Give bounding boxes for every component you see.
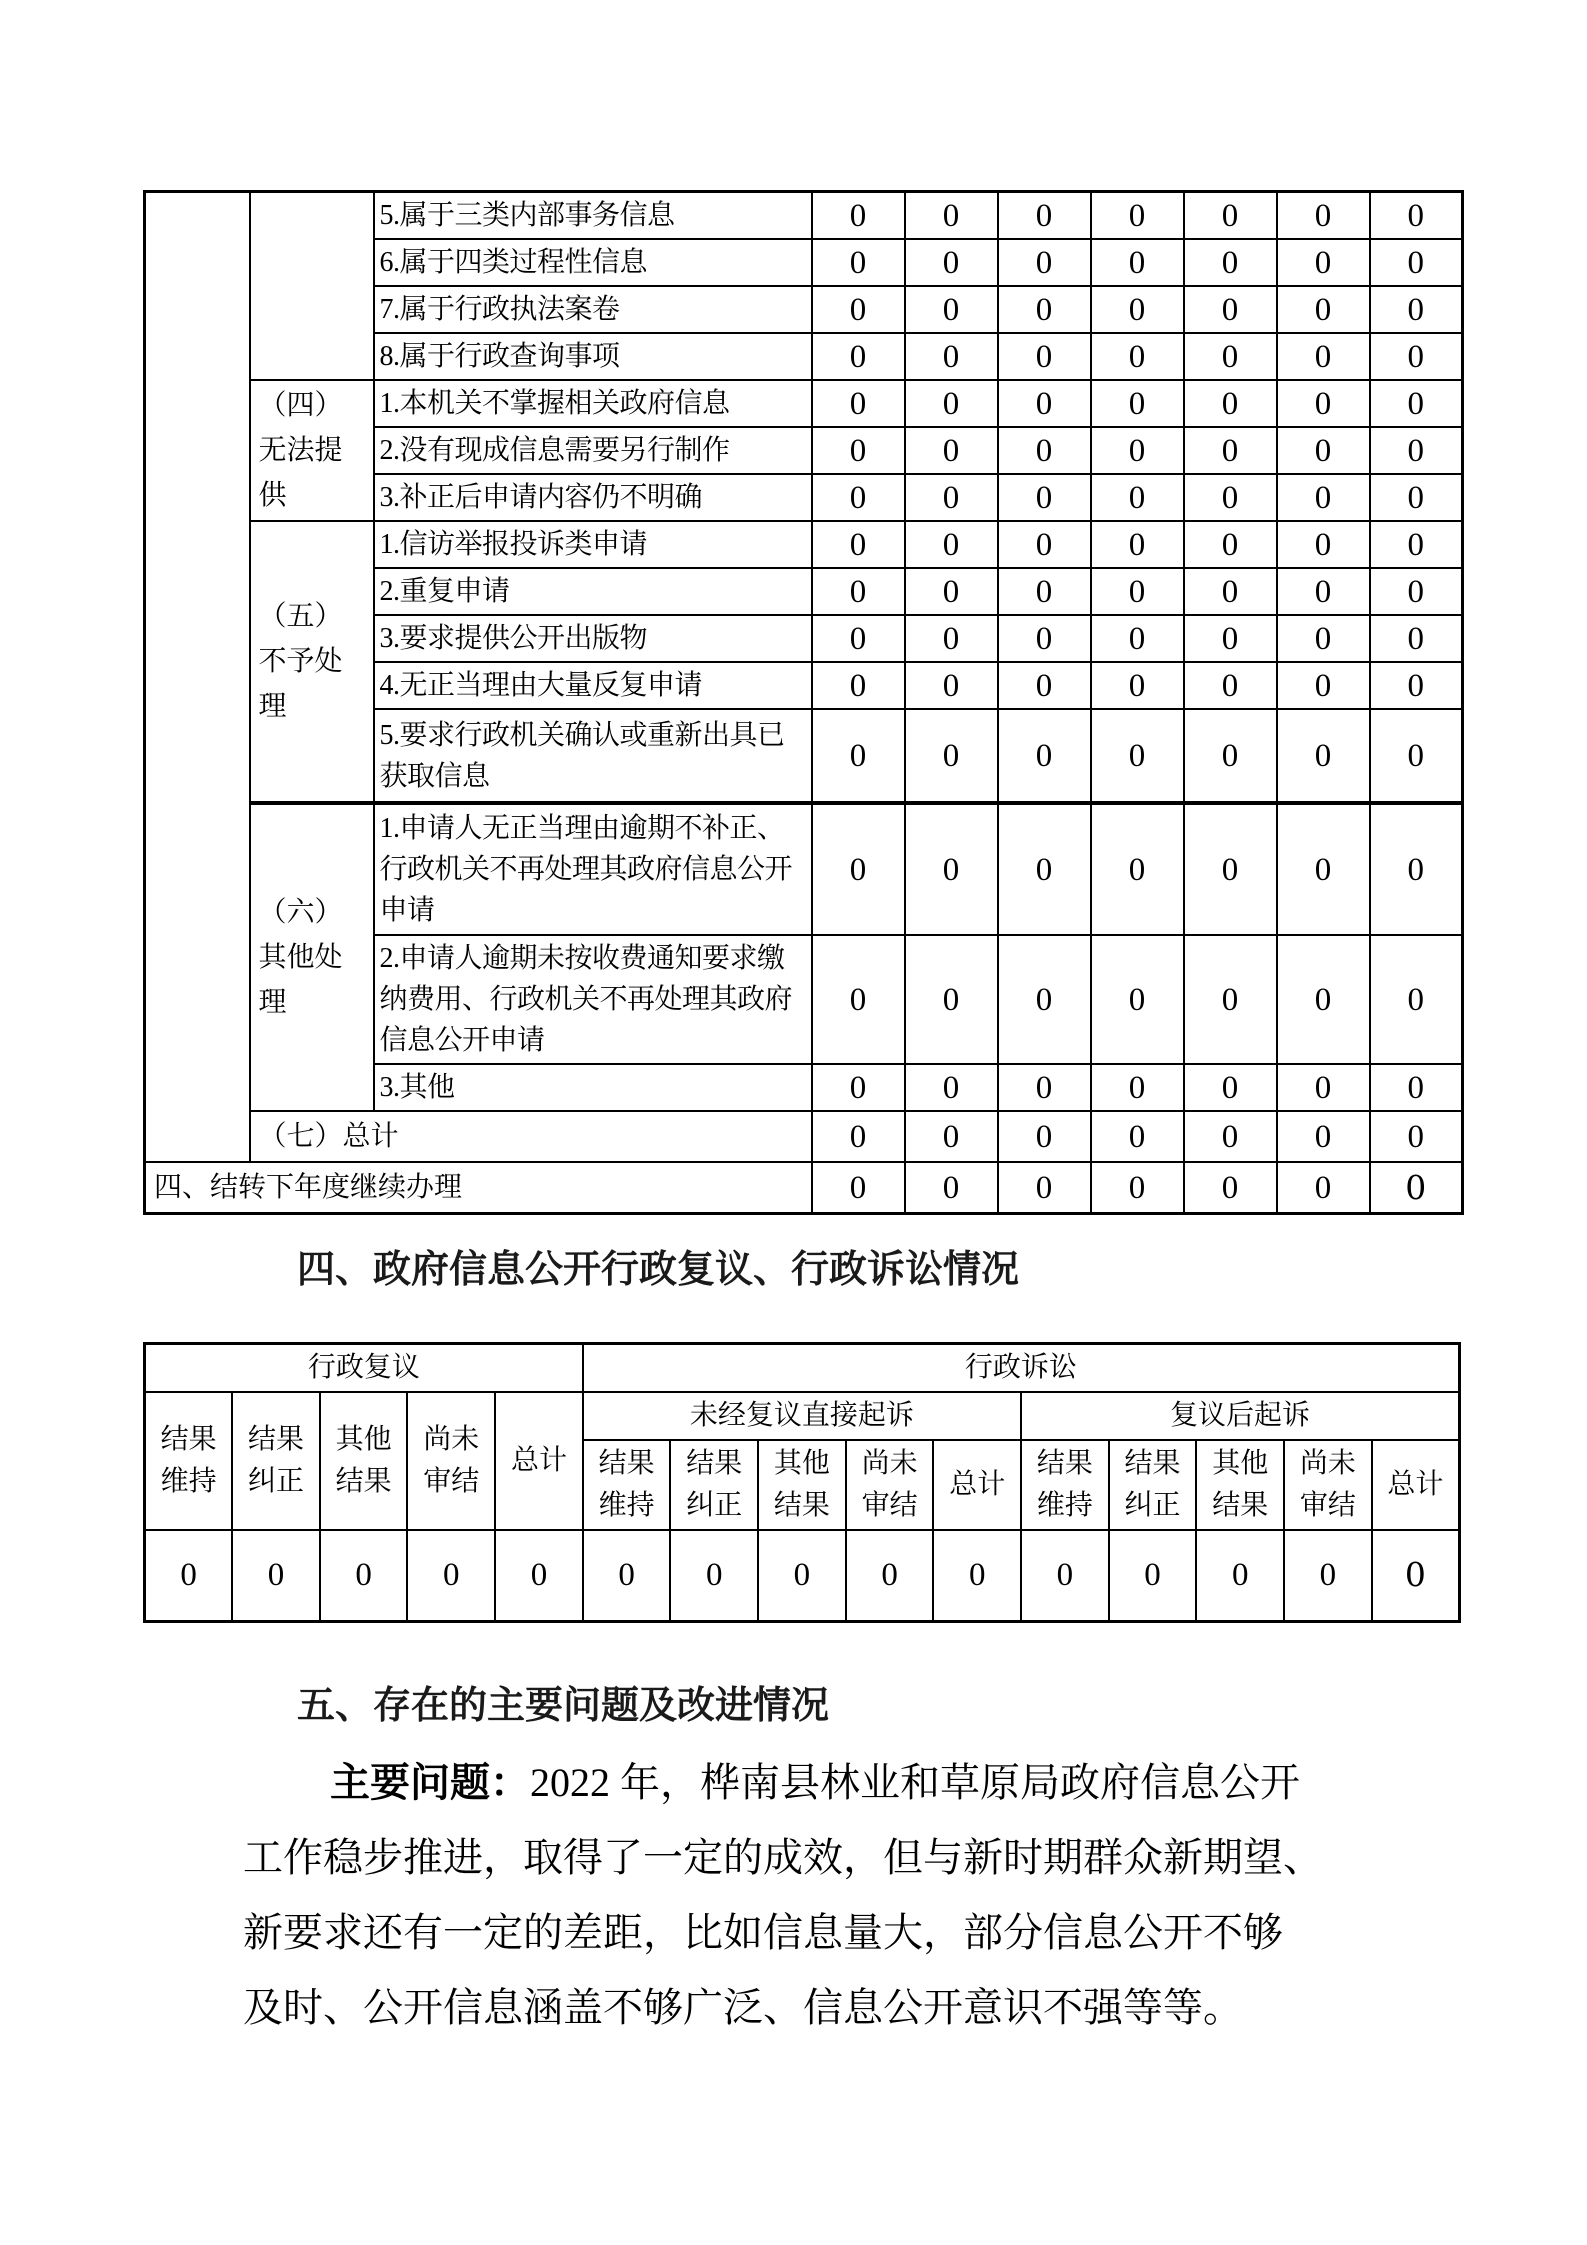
zero-value-cell: 0: [905, 662, 998, 709]
zero-value-cell: 0: [1184, 192, 1277, 240]
zero-value-cell: 0: [846, 1530, 934, 1621]
table-row: [145, 1344, 1460, 1393]
zero-value-cell: 0: [905, 709, 998, 803]
zero-value-cell: 0: [1370, 192, 1463, 240]
row-item-cell: 3.要求提供公开出版物: [374, 615, 812, 662]
zero-value-cell: 0: [758, 1530, 846, 1621]
paragraph-lead: 主要问题：: [330, 1760, 530, 1805]
zero-value-cell: 0: [1091, 803, 1184, 935]
zero-value-cell: 0: [1184, 380, 1277, 427]
litigation-col-header: 结果纠正: [670, 1440, 758, 1530]
zero-value-cell: 0: [1370, 1111, 1463, 1162]
zero-value-cell: 0: [812, 615, 905, 662]
total-label-cell: （七）总计: [250, 1111, 812, 1162]
table-row: [145, 521, 1463, 568]
zero-value-cell: 0: [1184, 239, 1277, 286]
litigation-col-header: 尚未审结: [1284, 1440, 1372, 1530]
zero-value-cell: 0: [905, 1064, 998, 1111]
values-row: [145, 1530, 1460, 1621]
zero-value-cell: 0: [1277, 474, 1370, 521]
zero-value-cell: 0: [905, 803, 998, 935]
row-item-cell: 4.无正当理由大量反复申请: [374, 662, 812, 709]
row-item-cell: 1.本机关不掌握相关政府信息: [374, 380, 812, 427]
zero-value-cell: 0: [905, 380, 998, 427]
zero-value-cell: 0: [998, 662, 1091, 709]
zero-value-cell: 0: [905, 568, 998, 615]
row-item-cell: 3.补正后申请内容仍不明确: [374, 474, 812, 521]
zero-value-cell: 0: [905, 239, 998, 286]
paragraph-text: 2022 年，桦南县林业和草原局政府信息公开: [530, 1760, 1300, 1805]
zero-value-cell: 0: [495, 1530, 583, 1621]
zero-value-cell: 0: [1091, 239, 1184, 286]
row-item-cell: 1.信访举报投诉类申请: [374, 521, 812, 568]
litigation-title-cell: 行政诉讼: [583, 1344, 1460, 1393]
zero-value-cell: 0: [812, 380, 905, 427]
zero-value-cell: 0: [1370, 615, 1463, 662]
zero-value-cell: 0: [998, 192, 1091, 240]
zero-value-cell: 0: [1091, 521, 1184, 568]
zero-value-cell: 0: [1184, 1162, 1277, 1214]
total-row: [145, 1111, 1463, 1162]
zero-value-cell: 0: [812, 474, 905, 521]
row-item-cell: 2.重复申请: [374, 568, 812, 615]
zero-value-cell: 0: [1091, 1111, 1184, 1162]
zero-value-cell: 0: [1370, 474, 1463, 521]
zero-value-cell: 0: [905, 615, 998, 662]
zero-value-cell: 0: [1277, 239, 1370, 286]
zero-value-cell: 0: [320, 1530, 408, 1621]
litigation-col-header: 尚未审结: [846, 1440, 934, 1530]
zero-value-cell: 0: [1277, 521, 1370, 568]
zero-value-cell: 0: [1091, 568, 1184, 615]
zero-value-cell: 0: [1277, 662, 1370, 709]
table-row: [145, 1392, 1460, 1440]
zero-value-cell: 0: [812, 1064, 905, 1111]
row-item-cell: 1.申请人无正当理由逾期不补正、行政机关不再处理其政府信息公开申请: [374, 803, 812, 935]
zero-value-cell: 0: [998, 568, 1091, 615]
review-col-header: 结果维持: [145, 1392, 233, 1530]
zero-value-cell: 0: [1184, 1064, 1277, 1111]
row-item-cell: 6.属于四类过程性信息: [374, 239, 812, 286]
litigation-col-header: 结果维持: [1021, 1440, 1109, 1530]
zero-value-cell: 0: [905, 474, 998, 521]
section4-heading: 四、政府信息公开行政复议、行政诉讼情况: [297, 1249, 1020, 1291]
zero-value-cell: 0: [998, 709, 1091, 803]
zero-value-cell: 0: [998, 935, 1091, 1064]
zero-value-cell: 0: [1277, 286, 1370, 333]
zero-value-cell: 0: [145, 1530, 233, 1621]
zero-value-cell: 0: [1277, 333, 1370, 380]
zero-value-cell: 0: [1091, 427, 1184, 474]
zero-value-cell: 0: [905, 286, 998, 333]
zero-value-cell: 0: [1370, 1162, 1463, 1214]
zero-value-cell: 0: [1284, 1530, 1372, 1621]
zero-value-cell: 0: [998, 1064, 1091, 1111]
zero-value-cell: 0: [1184, 709, 1277, 803]
review-litigation-table-body: [145, 1344, 1460, 1622]
zero-value-cell: 0: [1184, 474, 1277, 521]
zero-value-cell: 0: [1370, 803, 1463, 935]
zero-value-cell: 0: [998, 239, 1091, 286]
zero-value-cell: 0: [998, 380, 1091, 427]
zero-value-cell: 0: [583, 1530, 671, 1621]
zero-value-cell: 0: [1370, 568, 1463, 615]
row-item-cell: 5.要求行政机关确认或重新出具已获取信息: [374, 709, 812, 803]
litigation-col-header: 结果纠正: [1109, 1440, 1197, 1530]
zero-value-cell: 0: [812, 1111, 905, 1162]
zero-value-cell: 0: [407, 1530, 495, 1621]
continued-rowspan-cell: [145, 192, 250, 1163]
zero-value-cell: 0: [1091, 935, 1184, 1064]
zero-value-cell: 0: [812, 1162, 905, 1214]
zero-value-cell: 0: [1091, 1064, 1184, 1111]
review-col-header: 结果纠正: [232, 1392, 320, 1530]
litigation-sub2-cell: 复议后起诉: [1021, 1392, 1459, 1440]
review-col-header: 尚未审结: [407, 1392, 495, 1530]
zero-value-cell: 0: [1184, 568, 1277, 615]
zero-value-cell: 0: [998, 286, 1091, 333]
zero-value-cell: 0: [1091, 474, 1184, 521]
zero-value-cell: 0: [1370, 239, 1463, 286]
zero-value-cell: 0: [1109, 1530, 1197, 1621]
zero-value-cell: 0: [905, 935, 998, 1064]
review-col-header: 总计: [495, 1392, 583, 1530]
zero-value-cell: 0: [905, 1162, 998, 1214]
applications-table-body: [145, 192, 1463, 1214]
table-row: [145, 192, 1463, 240]
zero-value-cell: 0: [998, 521, 1091, 568]
zero-value-cell: 0: [998, 1111, 1091, 1162]
zero-value-cell: 0: [1370, 333, 1463, 380]
litigation-col-header: 总计: [933, 1440, 1021, 1530]
zero-value-cell: 0: [1370, 427, 1463, 474]
zero-value-cell: 0: [232, 1530, 320, 1621]
paragraph-line: 工作稳步推进，取得了一定的成效，但与新时期群众新期望、: [243, 1835, 1323, 1880]
zero-value-cell: 0: [1370, 662, 1463, 709]
zero-value-cell: 0: [1370, 521, 1463, 568]
zero-value-cell: 0: [998, 333, 1091, 380]
zero-value-cell: 0: [1091, 286, 1184, 333]
zero-value-cell: 0: [1021, 1530, 1109, 1621]
carryover-row: [145, 1162, 1463, 1214]
zero-value-cell: 0: [1277, 709, 1370, 803]
group-label-cell: [250, 192, 374, 381]
paragraph-line: 及时、公开信息涵盖不够广泛、信息公开意识不强等等。: [243, 1985, 1243, 2030]
zero-value-cell: 0: [1196, 1530, 1284, 1621]
paragraph-line: 新要求还有一定的差距，比如信息量大，部分信息公开不够: [243, 1910, 1283, 1955]
zero-value-cell: 0: [1091, 333, 1184, 380]
zero-value-cell: 0: [812, 568, 905, 615]
zero-value-cell: 0: [812, 662, 905, 709]
review-title-cell: 行政复议: [145, 1344, 583, 1393]
row-item-cell: 8.属于行政查询事项: [374, 333, 812, 380]
zero-value-cell: 0: [933, 1530, 1021, 1621]
zero-value-cell: 0: [905, 521, 998, 568]
zero-value-cell: 0: [1184, 1111, 1277, 1162]
zero-value-cell: 0: [998, 474, 1091, 521]
zero-value-cell: 0: [1370, 935, 1463, 1064]
litigation-col-header: 总计: [1372, 1440, 1460, 1530]
group-label-cell: （五）不予处理: [250, 521, 374, 803]
zero-value-cell: 0: [998, 427, 1091, 474]
zero-value-cell: 0: [998, 803, 1091, 935]
zero-value-cell: 0: [998, 1162, 1091, 1214]
zero-value-cell: 0: [1184, 521, 1277, 568]
zero-value-cell: 0: [1091, 662, 1184, 709]
zero-value-cell: 0: [812, 239, 905, 286]
zero-value-cell: 0: [1184, 427, 1277, 474]
zero-value-cell: 0: [812, 935, 905, 1064]
row-item-cell: 2.没有现成信息需要另行制作: [374, 427, 812, 474]
applications-table: [143, 190, 1464, 1215]
row-item-cell: 5.属于三类内部事务信息: [374, 192, 812, 240]
paragraph-line: [243, 1745, 1346, 1820]
group-label-cell: （四）无法提供: [250, 380, 374, 521]
zero-value-cell: 0: [812, 803, 905, 935]
zero-value-cell: 0: [1370, 1064, 1463, 1111]
zero-value-cell: 0: [812, 521, 905, 568]
zero-value-cell: 0: [1370, 286, 1463, 333]
group-label-cell: （六）其他处理: [250, 803, 374, 1111]
zero-value-cell: 0: [1277, 615, 1370, 662]
zero-value-cell: 0: [1277, 1162, 1370, 1214]
zero-value-cell: 0: [1184, 615, 1277, 662]
zero-value-cell: 0: [1277, 192, 1370, 240]
zero-value-cell: 0: [1091, 615, 1184, 662]
litigation-sub1-cell: 未经复议直接起诉: [583, 1392, 1021, 1440]
zero-value-cell: 0: [1184, 803, 1277, 935]
zero-value-cell: 0: [1370, 709, 1463, 803]
zero-value-cell: 0: [1184, 286, 1277, 333]
zero-value-cell: 0: [905, 192, 998, 240]
litigation-col-header: 其他结果: [1196, 1440, 1284, 1530]
zero-value-cell: 0: [812, 333, 905, 380]
zero-value-cell: 0: [998, 615, 1091, 662]
zero-value-cell: 0: [1277, 803, 1370, 935]
zero-value-cell: 0: [1184, 662, 1277, 709]
zero-value-cell: 0: [1184, 935, 1277, 1064]
review-col-header: 其他结果: [320, 1392, 408, 1530]
zero-value-cell: 0: [1091, 380, 1184, 427]
litigation-col-header: 其他结果: [758, 1440, 846, 1530]
zero-value-cell: 0: [1091, 1162, 1184, 1214]
main-problems-paragraph: [243, 1745, 1346, 2045]
zero-value-cell: 0: [905, 427, 998, 474]
table-row: [145, 380, 1463, 427]
zero-value-cell: 0: [812, 192, 905, 240]
zero-value-cell: 0: [905, 1111, 998, 1162]
table-row: [145, 803, 1463, 935]
zero-value-cell: 0: [1277, 568, 1370, 615]
zero-value-cell: 0: [1277, 427, 1370, 474]
zero-value-cell: 0: [812, 286, 905, 333]
zero-value-cell: 0: [1091, 192, 1184, 240]
zero-value-cell: 0: [1370, 380, 1463, 427]
zero-value-cell: 0: [812, 427, 905, 474]
zero-value-cell: 0: [812, 709, 905, 803]
litigation-col-header: 结果维持: [583, 1440, 671, 1530]
section5-heading: 五、存在的主要问题及改进情况: [297, 1685, 830, 1727]
zero-value-cell: 0: [905, 333, 998, 380]
zero-value-cell: 0: [1372, 1530, 1460, 1621]
carryover-label-cell: 四、结转下年度继续办理: [145, 1162, 812, 1214]
zero-value-cell: 0: [1184, 333, 1277, 380]
row-item-cell: 7.属于行政执法案卷: [374, 286, 812, 333]
zero-value-cell: 0: [1277, 1111, 1370, 1162]
zero-value-cell: 0: [1277, 935, 1370, 1064]
zero-value-cell: 0: [1091, 709, 1184, 803]
zero-value-cell: 0: [670, 1530, 758, 1621]
row-item-cell: 3.其他: [374, 1064, 812, 1111]
row-item-cell: 2.申请人逾期未按收费通知要求缴纳费用、行政机关不再处理其政府信息公开申请: [374, 935, 812, 1064]
zero-value-cell: 0: [1277, 380, 1370, 427]
review-litigation-table: [143, 1342, 1461, 1623]
zero-value-cell: 0: [1277, 1064, 1370, 1111]
